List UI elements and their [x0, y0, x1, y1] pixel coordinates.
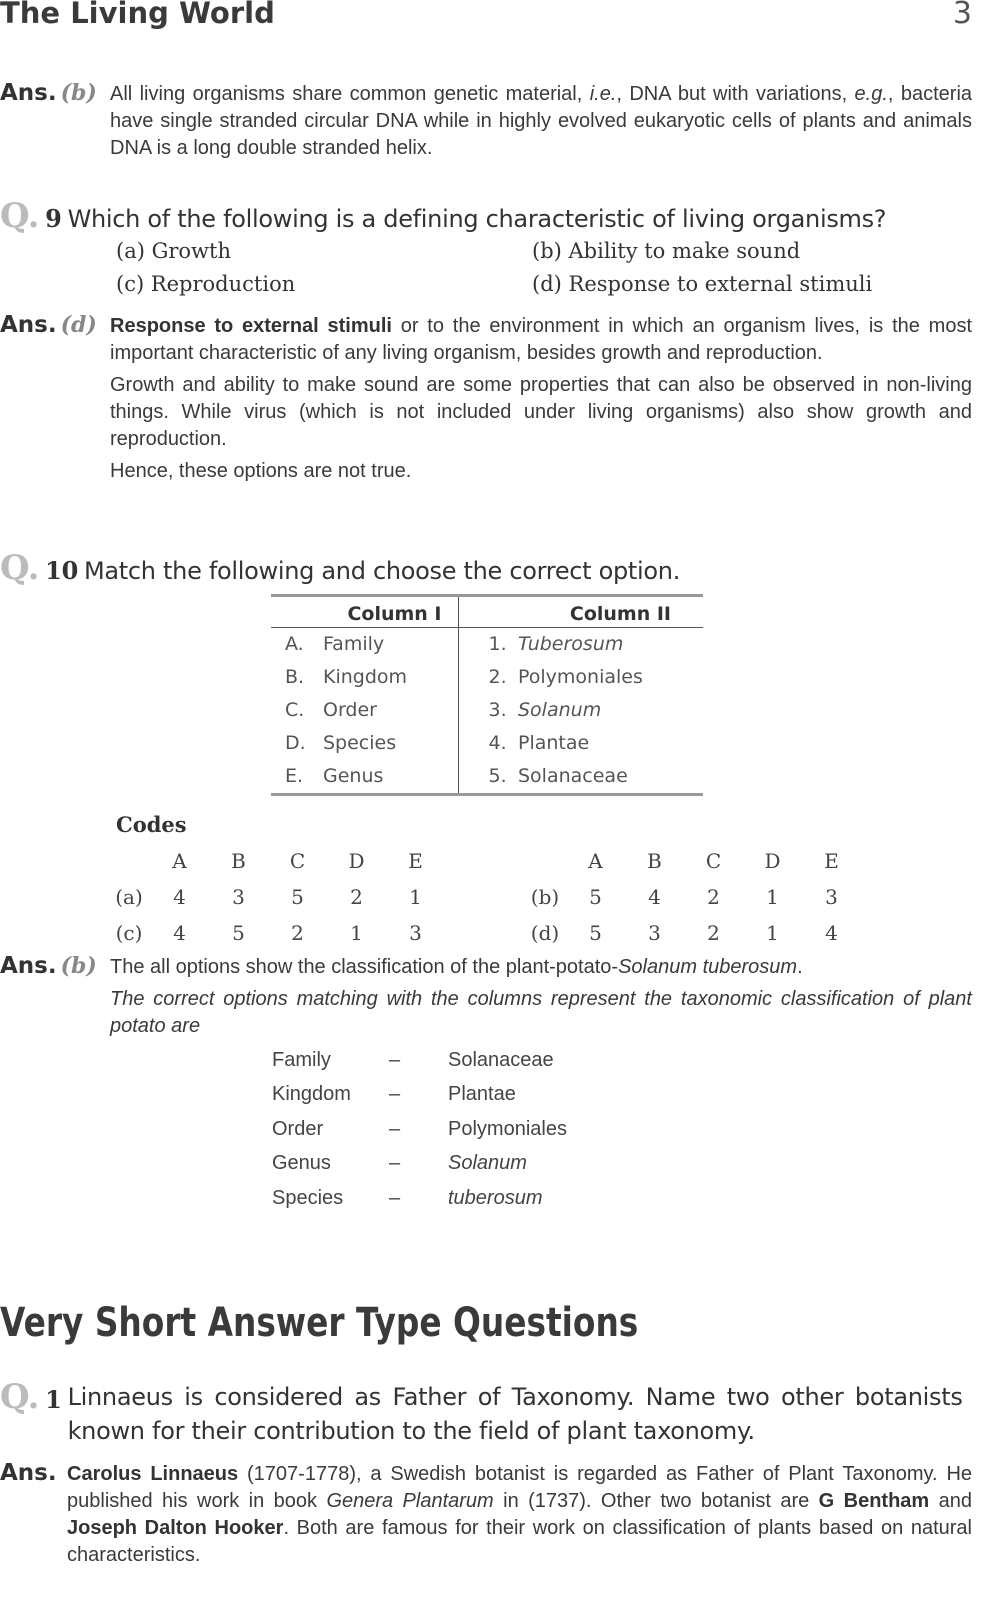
question-10 — [0, 548, 680, 588]
table-cell: 5. — [488, 765, 507, 787]
ans-option: (b) — [60, 80, 97, 106]
question-number: 1 — [45, 1385, 62, 1414]
codes-value: 3 — [825, 885, 838, 909]
question-9 — [0, 196, 886, 236]
table-cell: Order — [323, 694, 458, 727]
q8-answer-text — [110, 81, 972, 162]
text: All living organisms share common genetic material, — [110, 83, 590, 105]
codes-value: 3 — [232, 885, 245, 909]
table-cell: Polymoniales — [518, 666, 643, 688]
codes-value: 1 — [766, 921, 779, 945]
classification-cell: – — [389, 1117, 401, 1140]
table-cell: Species — [323, 727, 458, 760]
text: or to the environment in which an organism lives, is the most important characteristic of any living organism, besides growth and reproduction. — [110, 315, 973, 364]
question-text: Match the following and choose the correct option. — [83, 557, 681, 585]
table-cell: Kingdom — [323, 661, 458, 694]
classification-row — [271, 1078, 649, 1113]
q10-answer-text — [110, 954, 972, 1040]
codes-value: 4 — [825, 921, 838, 945]
vs-q1-answer-text — [67, 1461, 972, 1569]
codes-value: 3 — [409, 921, 422, 945]
q8-answer-label — [0, 80, 97, 106]
codes-value: 4 — [173, 921, 186, 945]
page-number: 3 — [952, 0, 972, 31]
codes-letter: D — [348, 849, 365, 873]
codes-value: 2 — [707, 921, 720, 945]
q9-answer-text — [110, 313, 972, 485]
table-cell: Solanaceae — [518, 765, 628, 787]
classification-row — [271, 1043, 649, 1078]
codes-value: 5 — [589, 885, 602, 909]
classification-cell: – — [389, 1186, 401, 1209]
codes-row — [108, 915, 445, 951]
table-row — [271, 628, 703, 662]
codes-table-right — [524, 843, 861, 951]
table-cell: 1. — [488, 633, 507, 655]
table-cell: Solanum — [518, 699, 602, 721]
codes-value: 4 — [173, 885, 186, 909]
codes-letter: D — [764, 849, 781, 873]
codes-title: Codes — [116, 812, 187, 837]
text: . Both are famous for their work on classification of plants based on natural characteristics. — [67, 1517, 972, 1566]
ans-option: (d) — [60, 312, 97, 338]
classification-cell: Species — [272, 1186, 344, 1209]
text: . — [797, 956, 803, 978]
classification-row — [271, 1181, 649, 1216]
text: Joseph Dalton Hooker — [67, 1517, 284, 1539]
codes-option-label: (a) — [115, 885, 143, 909]
codes-table-left — [108, 843, 445, 951]
table-cell: A. — [285, 633, 304, 655]
table-cell: 2. — [488, 666, 507, 688]
codes-letter: A — [588, 849, 603, 873]
codes-option-label: (c) — [115, 921, 143, 945]
table-cell: Tuberosum — [518, 633, 624, 655]
codes-value: 2 — [350, 885, 363, 909]
text: e.g. — [854, 83, 888, 105]
table-row — [271, 727, 703, 760]
text: (1707-1778), a Swedish botanist is regarded as Father of Plant Taxonomy. He published his work in book — [67, 1463, 973, 1512]
q-mark-icon: Q. — [0, 548, 40, 588]
table-cell: Genus — [323, 760, 458, 795]
codes-letter: C — [289, 849, 306, 873]
codes-value: 5 — [291, 885, 304, 909]
codes-letter: B — [647, 849, 662, 873]
section-title: Very Short Answer Type Questions — [0, 1300, 639, 1346]
classification-cell: Genus — [272, 1152, 331, 1175]
classification-cell: tuberosum — [448, 1186, 543, 1209]
paragraph: Hence, these options are not true. — [110, 460, 412, 482]
codes-value: 3 — [648, 921, 661, 945]
table-header — [271, 596, 703, 628]
codes-letter: A — [172, 849, 187, 873]
column-header: Column II — [458, 596, 703, 628]
codes-letter: C — [705, 849, 722, 873]
codes-value: 1 — [766, 885, 779, 909]
option-a: (a) Growth — [116, 239, 231, 263]
q9-answer-label — [0, 312, 97, 338]
paragraph — [110, 313, 972, 367]
ans-label: Ans. — [0, 80, 57, 106]
paragraph — [110, 954, 972, 981]
ans-label: Ans. — [0, 953, 57, 979]
codes-header-row — [524, 843, 861, 879]
codes-value: 2 — [707, 885, 720, 909]
table-cell: 4. — [488, 732, 507, 754]
codes-row — [524, 879, 861, 915]
option-d: (d) Response to external stimuli — [532, 272, 873, 296]
table-cell: 3. — [488, 699, 507, 721]
codes-value: 5 — [589, 921, 602, 945]
classification-cell: Order — [272, 1117, 324, 1140]
question-number: 10 — [45, 556, 78, 585]
classification-cell: Solanaceae — [448, 1048, 554, 1071]
column-header: Column I — [271, 596, 458, 628]
codes-value: 2 — [291, 921, 304, 945]
text: G Bentham — [818, 1490, 930, 1512]
table-cell: Plantae — [518, 732, 590, 754]
codes-row — [108, 879, 445, 915]
classification-cell: Family — [272, 1048, 331, 1071]
codes-option-label: (b) — [530, 885, 560, 909]
classification-cell: Kingdom — [272, 1083, 351, 1106]
option-b: (b) Ability to make sound — [532, 239, 801, 263]
chapter-title: The Living World — [0, 0, 275, 30]
text: , DNA but with variations, — [616, 83, 855, 105]
text: i.e. — [589, 83, 617, 105]
question-number: 9 — [45, 204, 62, 233]
classification-cell: Polymoniales — [448, 1117, 567, 1140]
classification-cell: – — [389, 1152, 401, 1175]
vs-q1-answer-label — [0, 1460, 57, 1486]
text: The all options show the classification of the plant-potato- — [110, 956, 619, 978]
paragraph: Growth and ability to make sound are some properties that can also be observed in non-living things. While virus (which is not included under living organisms) also show growth and reproduction. — [110, 374, 972, 450]
codes-letter: E — [824, 849, 839, 873]
vs-question-1 — [0, 1377, 972, 1448]
text: Carolus Linnaeus — [67, 1463, 239, 1485]
table-cell: E. — [285, 765, 304, 787]
text: in (1737). Other two botanist are — [493, 1490, 819, 1512]
table-row — [271, 694, 703, 727]
classification-cell: – — [389, 1083, 401, 1106]
classification-cell: – — [389, 1048, 401, 1071]
codes-value: 5 — [232, 921, 245, 945]
paragraph: The correct options matching with the columns represent the taxonomic classification of plant potato are — [110, 988, 972, 1037]
classification-row — [271, 1112, 649, 1147]
table-cell: D. — [285, 732, 306, 754]
table-cell: B. — [285, 666, 305, 688]
option-c: (c) Reproduction — [116, 272, 296, 296]
codes-letter: B — [231, 849, 246, 873]
ans-option: (b) — [60, 953, 97, 979]
classification-row — [271, 1147, 649, 1182]
table-row — [271, 760, 703, 795]
text: Response to external stimuli — [110, 315, 392, 337]
text: and — [929, 1490, 973, 1512]
codes-value: 1 — [409, 885, 422, 909]
codes-letter: E — [408, 849, 423, 873]
table-cell: Family — [323, 628, 458, 662]
table-cell: C. — [285, 699, 305, 721]
ans-label: Ans. — [0, 312, 57, 338]
classification-cell: Plantae — [448, 1083, 516, 1106]
codes-option-label: (d) — [530, 921, 560, 945]
q-mark-icon: Q. — [0, 196, 40, 236]
text: Solanum tuberosum — [618, 956, 798, 978]
q10-answer-label — [0, 953, 97, 979]
q-mark-icon: Q. — [0, 1377, 40, 1417]
classification-cell: Solanum — [448, 1152, 527, 1175]
ans-label: Ans. — [0, 1460, 57, 1486]
codes-header-row — [108, 843, 445, 879]
codes-row — [524, 915, 861, 951]
question-text: Linnaeus is considered as Father of Taxonomy. Name two other botanists known for their contribution to the field of plant taxonomy. — [67, 1383, 963, 1445]
codes-value: 1 — [350, 921, 363, 945]
question-text: Which of the following is a defining characteristic of living organisms? — [67, 205, 887, 233]
match-table — [271, 594, 703, 796]
text: , bacteria have single stranded circular DNA while in highly evolved eukaryotic cells of plants and animals DNA is a long double stranded helix. — [110, 83, 973, 159]
classification-list — [271, 1043, 649, 1216]
table-row — [271, 661, 703, 694]
text: Genera Plantarum — [326, 1490, 494, 1512]
codes-value: 4 — [648, 885, 661, 909]
